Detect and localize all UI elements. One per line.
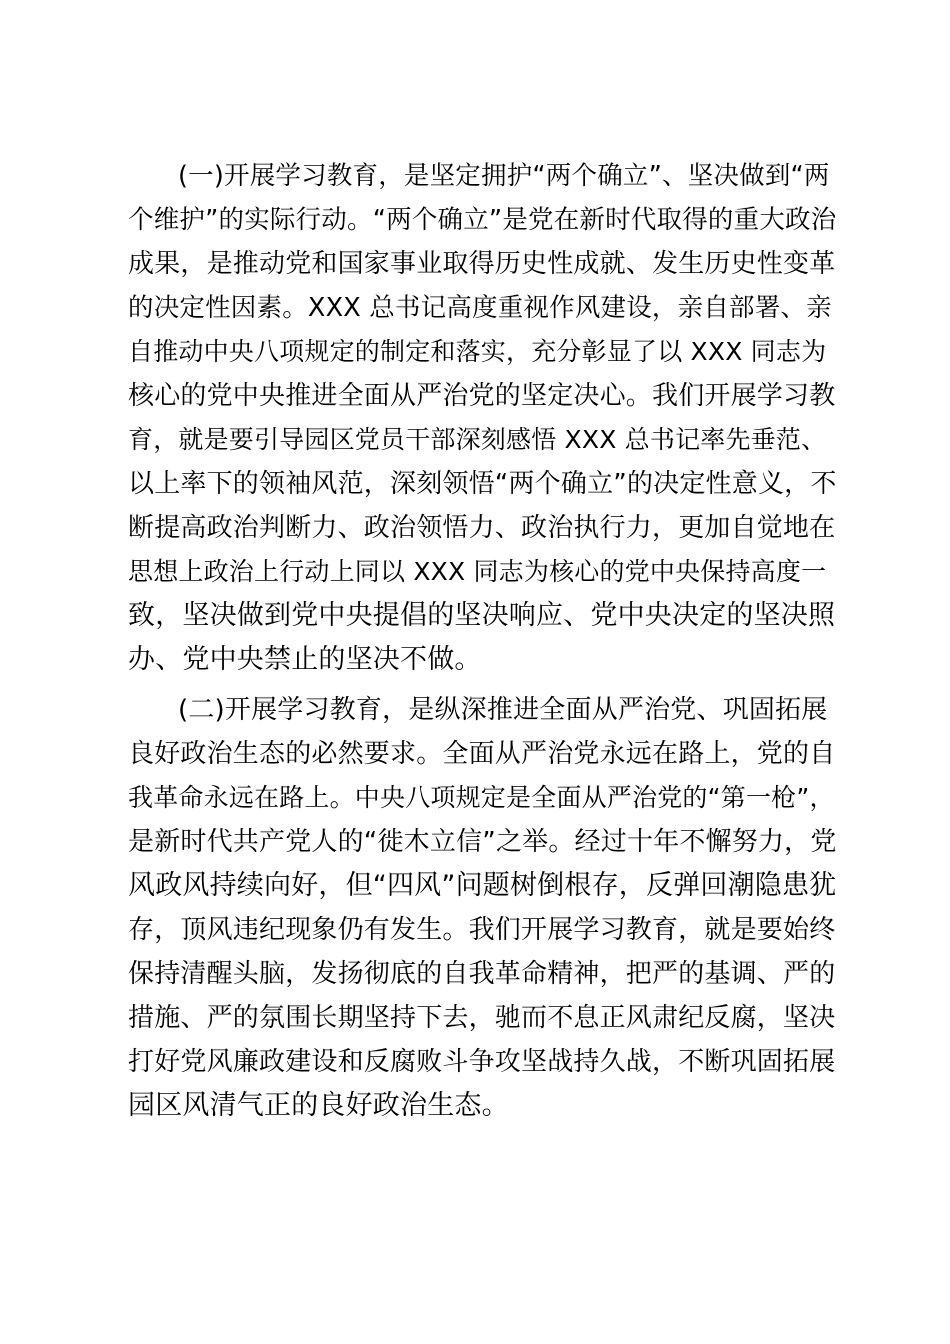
paragraph-1-line-11: 致，坚决做到党中央提倡的坚决响应、党中央决定的坚决照 [128, 600, 836, 631]
paragraph-1-line-6: 核心的党中央推进全面从严治党的坚定决心。我们开展学习教 [128, 381, 836, 411]
paragraph-1-line-7: 育，就是要引导园区党员干部深刻感悟 XXX 总书记率先垂范、 [128, 425, 827, 454]
paragraph-2-line-9: 打好党风廉政建设和反腐败斗争攻坚战持久战，不断巩固拓展 [128, 1047, 836, 1077]
paragraph-1-line-1: (一)开展学习教育，是坚定拥护“两个确立”、坚决做到“两 [178, 161, 830, 191]
paragraph-1-line-2: 个维护”的实际行动。“两个确立”是党在新时代取得的重大政治 [128, 205, 837, 235]
paragraph-2-line-4: 是新时代共产党人的“徙木立信”之举。经过十年不懈努力，党 [128, 827, 837, 857]
paragraph-2-line-8: 措施、严的氛围长期坚持下去，驰而不息正风肃纪反腐，坚决 [128, 1003, 836, 1033]
paragraph-1-line-4: 的决定性因素。XXX 总书记高度重视作风建设，亲自部署、亲 [128, 293, 832, 323]
paragraph-1-line-8: 以上率下的领袖风范，深刻领悟“两个确立”的决定性意义，不 [128, 469, 837, 499]
paragraph-1-line-3: 成果，是推动党和国家事业取得历史性成就、发生历史性变革 [128, 249, 836, 279]
paragraph-2-line-10: 园区风清气正的良好政治生态。 [128, 1090, 509, 1121]
paragraph-1-line-5: 自推动中央八项规定的制定和落实，充分彰显了以 XXX 同志为 [128, 337, 827, 366]
paragraph-1-line-9: 断提高政治判断力、政治领悟力、政治执行力，更加自觉地在 [128, 513, 836, 543]
paragraph-2-line-5: 风政风持续向好，但“四风”问题树倒根存，反弹回潮隐患犹 [128, 870, 837, 901]
paragraph-2-line-7: 保持清醒头脑，发扬彻底的自我革命精神，把严的基调、严的 [128, 959, 836, 989]
paragraph-2-line-6: 存，顶风违纪现象仍有发生。我们开展学习教育，就是要始终 [128, 915, 836, 945]
paragraph-2-line-1: (二)开展学习教育，是纵深推进全面从严治党、巩固拓展 [178, 695, 828, 725]
paragraph-1-line-12: 办、党中央禁止的坚决不做。 [128, 644, 482, 675]
paragraph-2-line-3: 我革命永远在路上。中央八项规定是全面从严治党的“第一枪”， [128, 783, 835, 812]
paragraph-1-line-10: 思想上政治上行动上同以 XXX 同志为核心的党中央保持高度一 [128, 557, 827, 586]
paragraph-2-line-2: 良好政治生态的必然要求。全面从严治党永远在路上，党的自 [128, 739, 836, 769]
